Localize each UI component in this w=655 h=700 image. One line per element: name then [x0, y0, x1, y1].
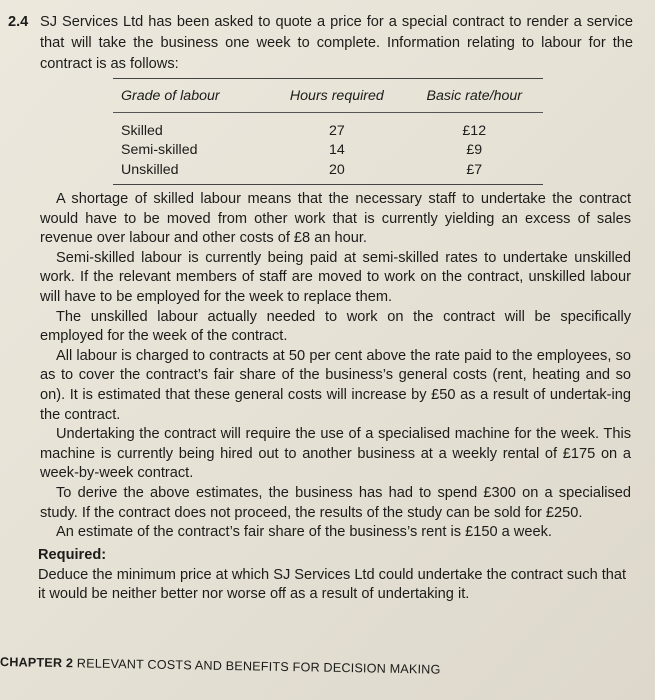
question-header — [8, 12, 633, 75]
paragraph-machine: Undertaking the contract will require the use of a specialised machine for the week. This machine is currently being hired out to another business at a weekly rental of £175 on a week-by-week contract. — [40, 426, 631, 482]
grade-cell: Semi-skilled — [121, 142, 198, 159]
required-label: Required: — [38, 547, 107, 563]
chapter-footer — [0, 655, 441, 677]
grade-cell: Skilled — [121, 122, 163, 139]
rate-cell: £9 — [466, 142, 483, 159]
table-row — [113, 160, 543, 184]
rate-cell: £12 — [462, 122, 487, 139]
header-grade: Grade of labour — [121, 88, 220, 104]
paragraph-overheads: All labour is charged to contracts at 50 per cent above the rate paid to the employees, so as to cover the contract’s fair share of the business’s general costs (rent, heating and so on). It is estimated that these general costs will increase by £50 as a result of undertak-ing the contract. — [40, 347, 631, 423]
hours-cell: 14 — [328, 142, 345, 159]
paragraph-unskilled: The unskilled labour actually needed to work on the contract will be specifically employed for the week of the contract. — [40, 308, 631, 345]
header-rate: Basic rate/hour — [426, 88, 522, 104]
paragraph-rent: An estimate of the contract’s fair share of the business’s rent is £150 a week. — [56, 524, 552, 541]
header-hours: Hours required — [289, 88, 384, 104]
required-section — [38, 546, 633, 605]
hours-cell: 20 — [328, 161, 345, 178]
table-row — [113, 141, 543, 161]
question-number: 2.4 — [8, 14, 29, 30]
table-header-row — [113, 79, 543, 113]
table-row — [113, 113, 543, 141]
chapter-label: CHAPTER 2 — [0, 655, 74, 671]
required-text: Deduce the minimum price at which SJ Services Ltd could undertake the contract such that it would be neither better nor worse off as a result of undertaking it. — [38, 566, 627, 603]
chapter-title: RELEVANT COSTS AND BENEFITS FOR DECISION MAKING — [76, 656, 441, 677]
paragraph-study: To derive the above estimates, the business has had to spend £300 on a specialised study. If the contract does not proceed, the results of the study can be sold for £250. — [40, 484, 631, 521]
hours-cell: 27 — [328, 122, 345, 139]
labour-table — [113, 78, 543, 185]
paragraph-semi-skilled: Semi-skilled labour is currently being paid at semi-skilled rates to undertake unskilled work. If the relevant members of staff are moved to work on the contract, unskilled labour will have to be employed for the week to replace them. — [40, 249, 631, 305]
paragraph-skilled: A shortage of skilled labour means that the necessary staff to undertake the contract would have to be moved from other work that is currently yielding an excess of sales revenue over labour and other costs of £8 an hour. — [40, 191, 631, 247]
question-intro: SJ Services Ltd has been asked to quote a price for a special contract to render a service that will take the business one week to complete. Information relating to labour for the contract is as follows: — [40, 14, 633, 72]
question-body — [40, 190, 631, 543]
grade-cell: Unskilled — [121, 161, 179, 178]
rate-cell: £7 — [466, 161, 483, 178]
